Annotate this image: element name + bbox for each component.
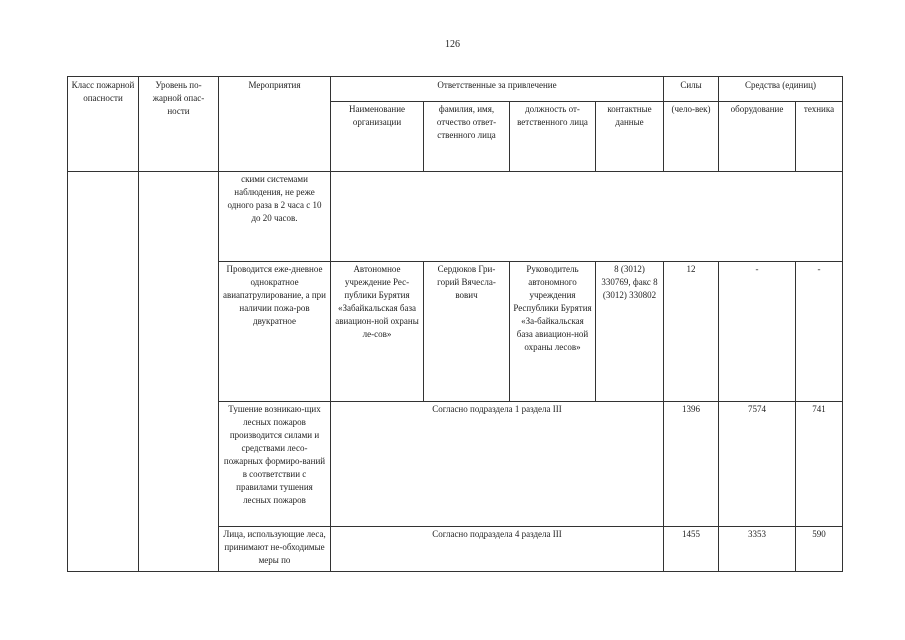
responsible-merged-cell: Согласно подраздела 1 раздела III xyxy=(331,402,664,527)
header-position: должность от-ветственного лица xyxy=(510,102,596,172)
header-vehicles: техника xyxy=(796,102,843,172)
header-people: (чело-век) xyxy=(664,102,719,172)
header-contacts: контактные данные xyxy=(596,102,664,172)
equipment-cell: 7574 xyxy=(719,402,796,527)
equipment-cell: - xyxy=(719,262,796,402)
header-person-name: фамилия, имя, отчество ответ-ственного лица xyxy=(424,102,510,172)
header-level: Уровень по-жарной опас-ности xyxy=(139,77,219,172)
header-measures: Мероприятия xyxy=(219,77,331,172)
equipment-cell: 3353 xyxy=(719,527,796,572)
level-cell xyxy=(139,172,219,572)
measure-cell: Лица, использующие леса, принимают не-обходимые меры по xyxy=(219,527,331,572)
header-responsible: Ответственные за привлечение xyxy=(331,77,664,102)
empty-cell xyxy=(331,172,843,262)
forces-cell: 12 xyxy=(664,262,719,402)
org-cell: Автономное учреждение Рес-публики Бурятия «Забайкальская база авиацион-ной охраны ле-сов» xyxy=(331,262,424,402)
header-means: Средства (единиц) xyxy=(719,77,843,102)
vehicles-cell: - xyxy=(796,262,843,402)
header-class: Класс пожарной опасности xyxy=(68,77,139,172)
header-forces: Силы xyxy=(664,77,719,102)
forces-cell: 1396 xyxy=(664,402,719,527)
person-cell: Сердюков Гри-горий Вячесла-вович xyxy=(424,262,510,402)
contacts-cell: 8 (3012) 330769, факс 8 (3012) 330802 xyxy=(596,262,664,402)
forces-cell: 1455 xyxy=(664,527,719,572)
vehicles-cell: 741 xyxy=(796,402,843,527)
vehicles-cell: 590 xyxy=(796,527,843,572)
header-equipment: оборудование xyxy=(719,102,796,172)
fire-measures-table xyxy=(67,76,843,572)
measure-cell: Тушение возникаю-щих лесных пожаров производится силами и средствами лесо-пожарных формиро-ваний в соответствии с правилами тушения лесных пожаров xyxy=(219,402,331,527)
measure-cell: Проводится еже-дневное однократное авиапатрулирование, а при наличии пожа-ров двукратное xyxy=(219,262,331,402)
header-org-name: Наименование организации xyxy=(331,102,424,172)
measure-cell: скими системами наблюдения, не реже одного раза в 2 часа с 10 до 20 часов. xyxy=(219,172,331,262)
position-cell: Руководитель автономного учреждения Республики Бурятия «За-байкальская база авиацион-ной охраны лесов» xyxy=(510,262,596,402)
class-cell xyxy=(68,172,139,572)
page-number: 126 xyxy=(445,39,460,50)
responsible-merged-cell: Согласно подраздела 4 раздела III xyxy=(331,527,664,572)
